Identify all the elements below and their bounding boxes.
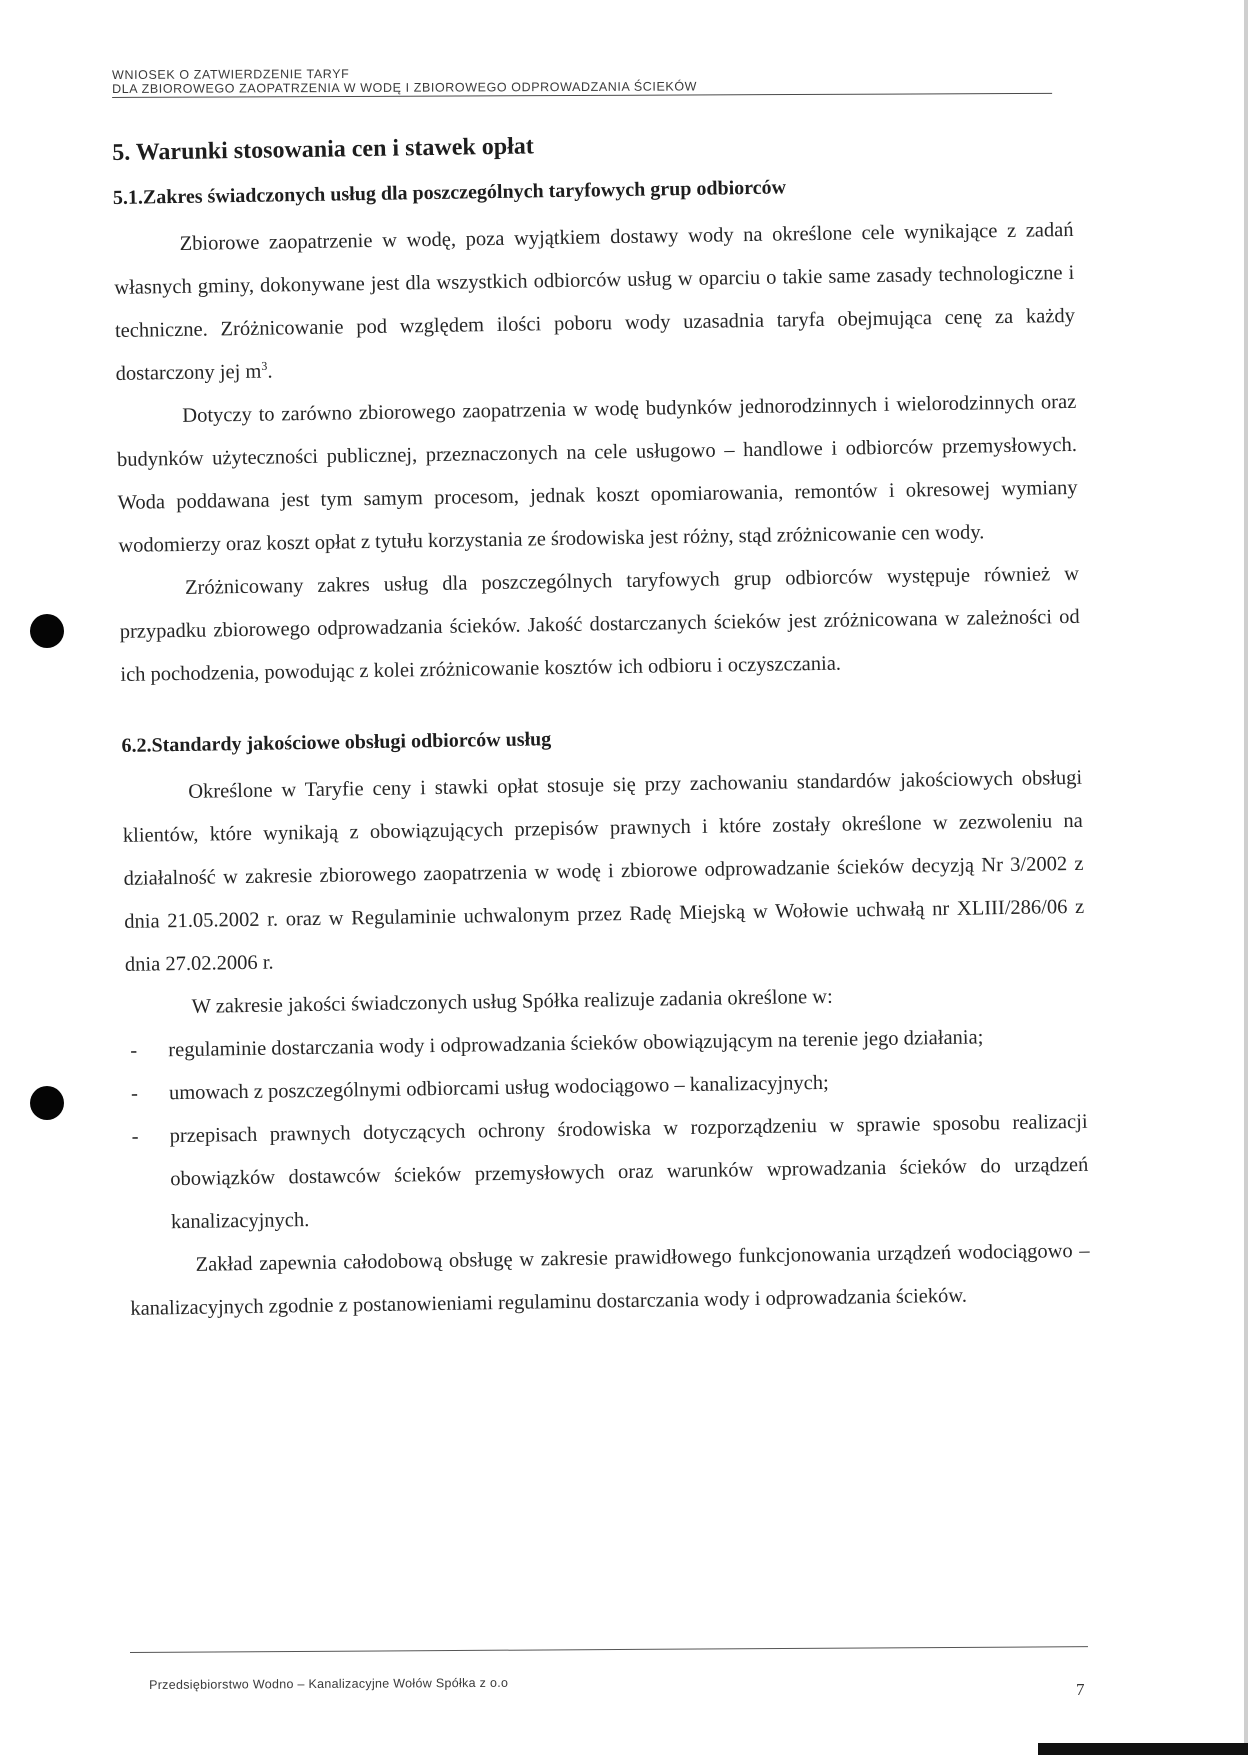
- section-5-1-paragraph-1: [113, 209, 1076, 396]
- header-line-1: WNIOSEK O ZATWIERDZENIE TARYF: [112, 66, 350, 82]
- footer-rule: [130, 1646, 1088, 1653]
- page-content: [112, 125, 1091, 1331]
- section-6-2-heading: 6.2.Standardy jakościowe obsługi odbiorców usług: [121, 728, 552, 757]
- section-6-2-paragraph-1: Określone w Taryfie ceny i stawki opłat stosuje się przy zachowaniu standardów jakościowych obsługi klientów, które wynikają z obowiązujących przepisów prawnych i które zostały określone w zezwoleniu na działalność w zakresie zbiorowego zaopatrzenia w wodę i zbiorowe odprowadzanie ścieków decyzją Nr 3/2002 z dnia 21.05.2002 r. oraz w Regulaminie uchwalonym przez Radę Miejską w Wołowie uchwałą nr XLIII/286/06 z dnia 27.02.2006 r.: [122, 766, 1085, 976]
- list-dash: -: [130, 1082, 138, 1105]
- list-item: [127, 1101, 1089, 1245]
- header-line-2: DLA ZBIOROWEGO ZAOPATRZENIA W WODĘ I ZBIOROWEGO ODPROWADZANIA ŚCIEKÓW: [112, 79, 698, 96]
- footer-text: Przedsiębiorstwo Wodno – Kanalizacyjne Wołów Spółka z o.o: [149, 1675, 509, 1692]
- section-5-1-paragraph-3: Zróżnicowany zakres usług dla poszczególnych taryfowych grup odbiorców występuje również w przypadku zbiorowego odprowadzania ścieków. Jakość dostarczanych ścieków jest zróżnicowana w zależności od ich pochodzenia, powodując z kolei zróżnicowanie kosztów ich odbioru i oczyszczania.: [119, 562, 1080, 686]
- paragraph-text: Zbiorowe zaopatrzenie w wodę, poza wyjątkiem dostawy wody na określone cele wynikające z zadań własnych gminy, dokonywane jest dla wszystkich odbiorców usług w oparciu o takie same zasady technologiczne i techniczne. Zróżnicowanie pod względem ilości poboru wody uzasadnia taryfa obejmująca cenę za każdy dostarczony jej m: [114, 218, 1076, 385]
- section-5-heading: 5. Warunki stosowania cen i stawek opłat: [112, 133, 534, 166]
- list-item-text: umowach z poszczególnymi odbiorcami usług wodociągowo – kanalizacyjnych;: [168, 1071, 829, 1105]
- list-item-text: przepisach prawnych dotyczących ochrony środowiska w rozporządzeniu w sprawie sposobu realizacji obowiązków dostawców ścieków przemysłowych oraz warunków wprowadzania ścieków do urządzeń kanalizacyjnych.: [169, 1110, 1089, 1234]
- list-dash: -: [130, 1039, 138, 1062]
- superscript: 3: [261, 358, 268, 373]
- section-6-2-list-intro: W zakresie jakości świadczonych usług Spółka realizuje zadania określone w:: [191, 985, 833, 1018]
- section-5-1-paragraph-2: Dotyczy to zarówno zbiorowego zaopatrzenia w wodę budynków jednorodzinnych i wielorodzinnych oraz budynków użyteczności publicznej, przeznaczonych na cele usługowo – handlowe i odbiorców przemysłowych. Woda poddawana jest tym samym procesom, jednak koszt opomiarowania, remontów i okresowej wymiany wodomierzy oraz koszt opłat z tytułu korzystania ze środowiska jest różny, stąd zróżnicowanie cen wody.: [116, 390, 1078, 557]
- list-dash: -: [131, 1125, 139, 1148]
- scan-corner-shadow: [1038, 1743, 1248, 1755]
- punch-hole-top: [30, 614, 64, 648]
- section-5-1-heading: 5.1.Zakres świadczonych usług dla poszczególnych taryfowych grup odbiorców: [112, 176, 787, 209]
- paragraph-end: .: [267, 360, 273, 383]
- running-header: [112, 64, 1052, 98]
- obligations-list: [126, 1015, 1089, 1245]
- list-item-text: regulaminie dostarczania wody i odprowadzania ścieków obowiązującym na terenie jego działania;: [168, 1026, 984, 1062]
- section-6-2-paragraph-3: Zakład zapewnia całodobową obsługę w zakresie prawidłowego funkcjonowania urządzeń wodociągowo – kanalizacyjnych zgodnie z postanowieniami regulaminu dostarczania wody i odprowadzania ścieków.: [130, 1239, 1090, 1320]
- punch-hole-bottom: [30, 1086, 64, 1120]
- page-number: 7: [1076, 1680, 1085, 1699]
- scan-edge: [1244, 0, 1248, 1755]
